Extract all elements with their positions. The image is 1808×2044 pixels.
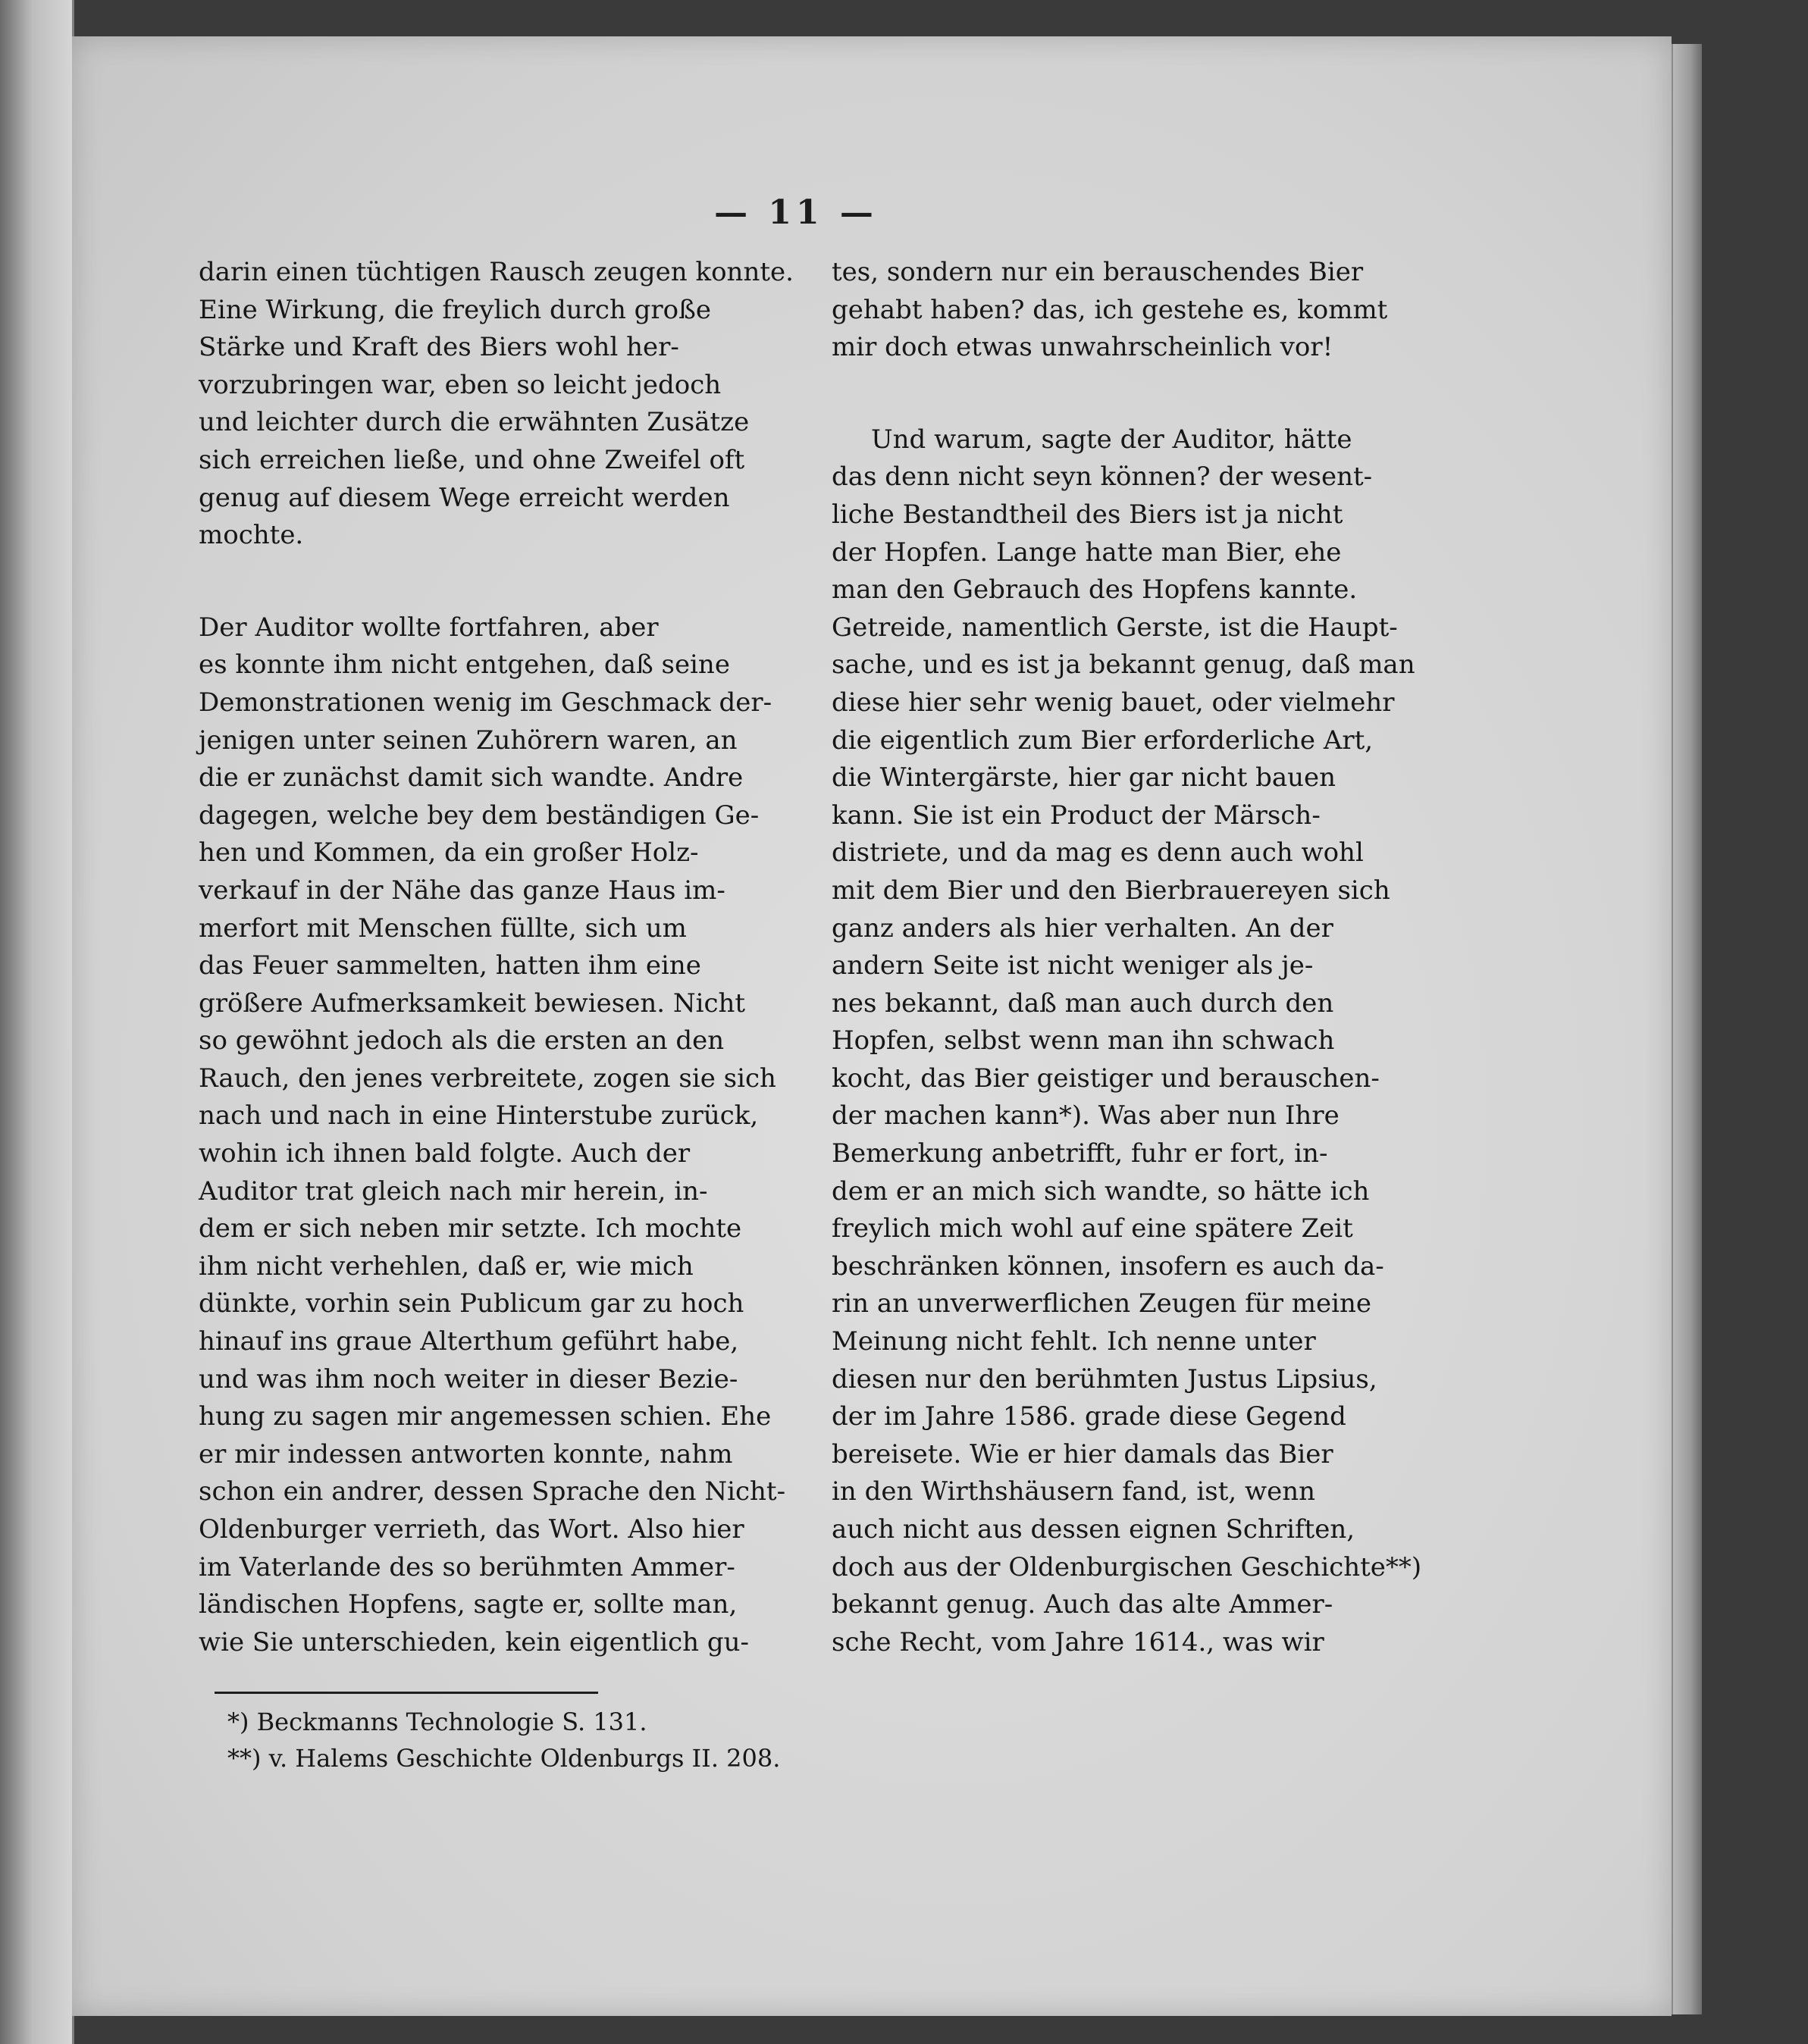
footnote-rule (215, 1692, 598, 1694)
page-number: — 11 — (714, 193, 878, 232)
left-paragraph-1: darin einen tüchtigen Rausch zeugen konnte. Eine Wirkung, die freylich durch große Stärke und Kraft des Biers wohl her- vorzubringen war, eben so leicht jedoch und leichter durch die erwähnten Zusätze sich erreichen ließe, und ohne Zweifel oft genug auf diesem Wege erreicht werden mochte. (199, 257, 794, 551)
footnotes (227, 1704, 910, 1776)
left-page-edge (0, 0, 74, 2044)
right-paragraph-2: Und warum, sagte der Auditor, hätte das denn nicht seyn können? der wesent- liche Bestandtheil des Biers ist ja nicht der Hopfen. Lange hatte man Bier, ehe man den Gebrauch des Hopfens kannte. Getreide, namentlich Gerste, ist die Haupt- sache, und es ist ja bekannt genug, daß man diese hier sehr wenig bauet, oder vielmehr die eigentlich zum Bier erforderliche Art, die Wintergärste, hier gar nicht bauen kann. Sie ist ein Product der Märsch- distriete, und da mag es denn auch wohl mit dem Bier und den Bierbrauereyen sich ganz anders als hier verhalten. An der andern Seite ist nicht weniger als je- nes bekannt, daß man auch durch den Hopfen, selbst wenn man ihn schwach kocht, das Bier geistiger und berauschen- der machen kann*). Was aber nun Ihre Bemerkung anbetrifft, fuhr er fort, in- dem er an mich sich wandte, so hätte ich freylich mich wohl auf eine spätere Zeit beschränken können, insofern es auch da- rin an unverwerflichen Zeugen für meine Meinung nicht fehlt. Ich nenne unter diesen nur den berühmten Justus Lipsius, der im Jahre 1586. grade diese Gegend bereisete. Wie er hier damals das Bier in den Wirthshäusern fand, ist, wenn auch nicht aus dessen eignen Schriften, doch aus der Oldenburgischen Geschichte**) bekannt genug. Auch das alte Ammer- sche Recht, vom Jahre 1614., was wir (832, 424, 1422, 1657)
page-fore-edge (1672, 44, 1702, 2014)
footnote-2: **) v. Halems Geschichte Oldenburgs II. 208. (227, 1744, 781, 1773)
footnote-1: *) Beckmanns Technologie S. 131. (227, 1708, 647, 1736)
right-paragraph-1: tes, sondern nur ein berauschendes Bier gehabt haben? das, ich gestehe es, kommt mir doch etwas unwahrscheinlich vor! (832, 257, 1388, 363)
left-text-column (199, 254, 813, 1661)
paragraph-gap (832, 367, 1427, 421)
right-text-column (832, 254, 1427, 1661)
left-paragraph-2: Der Auditor wollte fortfahren, aber es konnte ihm nicht entgehen, daß seine Demonstrationen wenig im Geschmack der- jenigen unter seinen Zuhörern waren, an die er zunächst damit sich wandte. Andre dagegen, welche bey dem beständigen Ge- hen und Kommen, da ein großer Holz- verkauf in der Nähe das ganze Haus im- merfort mit Menschen füllte, sich um das Feuer sammelten, hatten ihm eine größere Aufmerksamkeit bewiesen. Nicht so gewöhnt jedoch als die ersten an den Rauch, den jenes verbreitete, zogen sie sich nach und nach in eine Hinterstube zurück, wohin ich ihnen bald folgte. Auch der Auditor trat gleich nach mir herein, in- dem er sich neben mir setzte. Ich mochte ihm nicht verhehlen, daß er, wie mich dünkte, vorhin sein Publicum gar zu hoch hinauf ins graue Alterthum geführt habe, und was ihm noch weiter in dieser Bezie- hung zu sagen mir angemessen schien. Ehe er mir indessen antworten konnte, nahm schon ein andrer, dessen Sprache den Nicht- Oldenburger verrieth, das Wort. Also hier im Vaterlande des so berühmten Ammer- ländischen Hopfens, sagte er, sollte man, wie Sie unterschieden, kein eigentlich gu- (199, 612, 786, 1657)
paragraph-gap (199, 555, 813, 609)
